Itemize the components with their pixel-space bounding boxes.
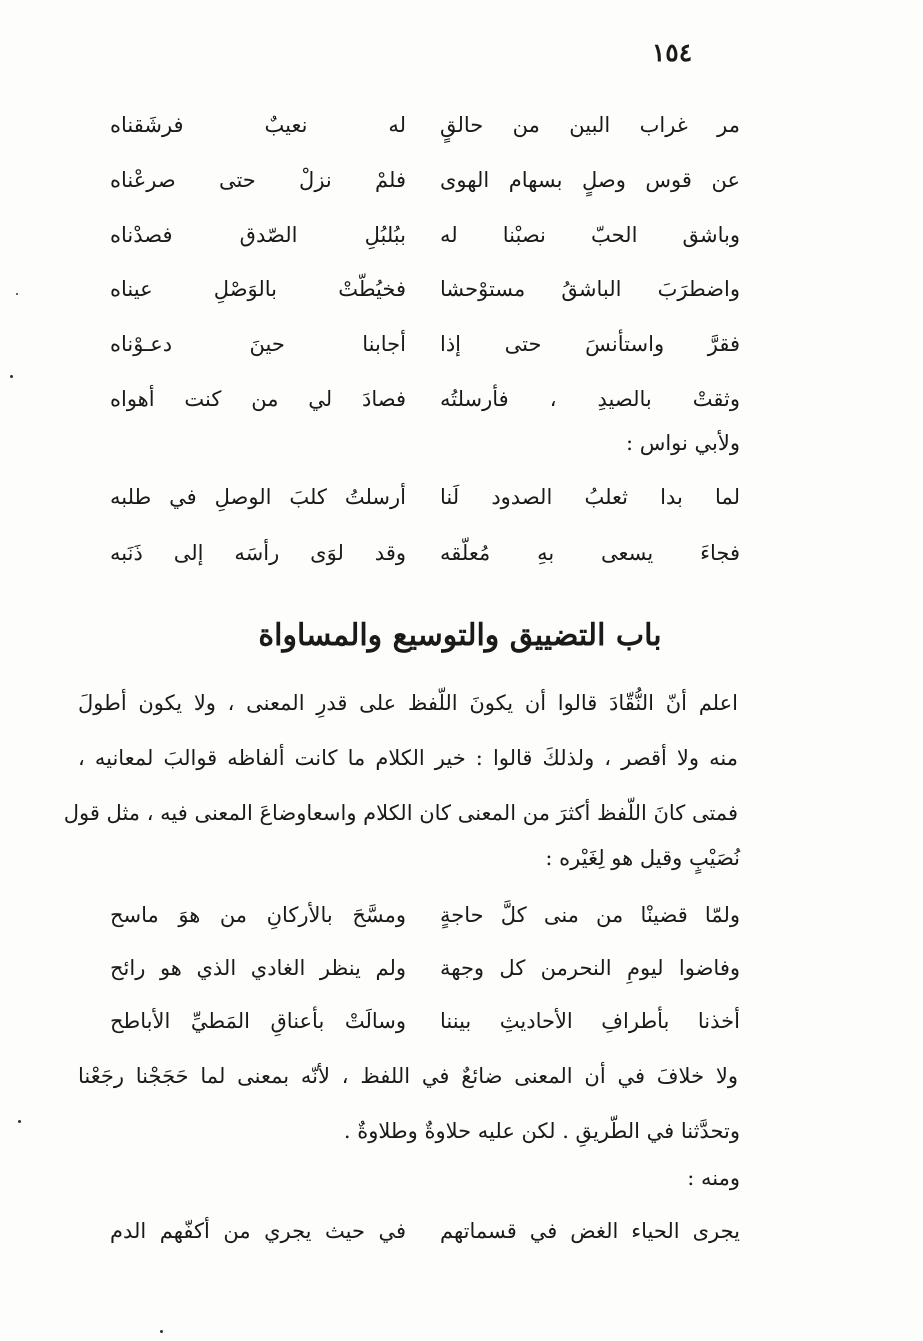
verse-line bbox=[110, 321, 740, 367]
verse-line bbox=[110, 376, 740, 422]
verse-first-hemistich: أخذنا بأطرافِ الأحاديثِ بيننا bbox=[440, 1009, 740, 1033]
verse-first-hemistich: واضطرَبَ الباشقُ مستوْحشا bbox=[440, 277, 740, 301]
paragraph-line: فمتى كانَ اللّفظ أكثرَ من المعنى كان الكلام واسعاوضاعَ المعنى فيه ، مثل قول bbox=[63, 801, 738, 825]
verse-second-hemistich: ولم ينظر الغادي الذي هو رائح bbox=[110, 956, 406, 980]
paragraph-line: وتحدَّثنا في الطّريقِ . لكن عليه حلاوةٌ وطلاوةٌ . bbox=[343, 1119, 740, 1143]
verse-line bbox=[110, 945, 740, 991]
verse-second-hemistich: في حيث يجري من أكفّهم الدم bbox=[110, 1219, 406, 1243]
section-title: باب التضييق والتوسيع والمساواة bbox=[258, 618, 662, 653]
verse-line bbox=[110, 102, 740, 148]
verse-first-hemistich: وباشق الحبّ نصبْنا له bbox=[440, 223, 740, 247]
verse-first-hemistich: يجرى الحياء الغض في قسماتهم bbox=[440, 1219, 740, 1243]
scan-speck bbox=[16, 293, 18, 295]
verse-second-hemistich: ببُلبُلِ الصّدق فصدْناه bbox=[110, 223, 406, 247]
paragraph-line: ولا خلافَ في أن المعنى ضائعٌ في اللفظ ، لأنّه بمعنى لما حَجَجْنا رجَعْنا bbox=[78, 1064, 738, 1088]
verse-first-hemistich: فقرَّ واستأنسَ حتى إذا bbox=[440, 332, 740, 356]
verse-second-hemistich: أجابنا حينَ دعـوْناه bbox=[110, 332, 406, 356]
verse-line bbox=[110, 212, 740, 258]
scan-speck bbox=[18, 1120, 21, 1123]
paragraph-line: منه ولا أقصر ، ولذلكَ قالوا : خير الكلام ما كانت ألفاظه قوالبَ لمعانيه ، bbox=[78, 746, 738, 770]
paragraph-line: اعلم أنّ النُّقّادَ قالوا أن يكونَ اللّفظ على قدرِ المعنى ، ولا يكون أطولَ bbox=[78, 691, 738, 715]
verse-line bbox=[110, 1208, 740, 1254]
verse-second-hemistich: وقد لوَى رأسَه إلى ذَنَبه bbox=[110, 541, 406, 565]
verse-first-hemistich: ولمّا قضينْا من منى كلَّ حاجةٍ bbox=[440, 903, 740, 927]
verse-second-hemistich: فخيُطّتْ بالوَصْلِ عيناه bbox=[110, 277, 406, 301]
poem-attribution: ومنه : bbox=[687, 1166, 740, 1190]
scan-speck bbox=[10, 375, 13, 378]
verse-first-hemistich: عن قوس وصلٍ بسهام الهوى bbox=[440, 168, 740, 192]
page-number: ١٥٤ bbox=[651, 38, 693, 67]
verse-line bbox=[110, 266, 740, 312]
verse-first-hemistich: وفاضوا ليومِ النحرمن كل وجهة bbox=[440, 956, 740, 980]
verse-first-hemistich: وثقتْ بالصيدِ ، فأرسلتُه bbox=[440, 387, 740, 411]
verse-second-hemistich: ومسَّحَ بالأركانِ من هوَ ماسح bbox=[110, 903, 406, 927]
verse-first-hemistich: فجاءَ يسعى بهِ مُعلّقه bbox=[440, 541, 740, 565]
paragraph-line: نُصَيْبٍ وقيل هو لِغَيْره : bbox=[545, 846, 740, 870]
verse-first-hemistich: مر غراب البين من حالقٍ bbox=[440, 113, 740, 137]
verse-line bbox=[110, 998, 740, 1044]
verse-second-hemistich: أرسلتُ كلبَ الوصلِ في طلبه bbox=[110, 485, 406, 509]
verse-first-hemistich: لما بدا ثعلبُ الصدود لَنا bbox=[440, 485, 740, 509]
verse-line bbox=[110, 157, 740, 203]
verse-second-hemistich: له نعيبٌ فرشَقناه bbox=[110, 113, 406, 137]
verse-line bbox=[110, 474, 740, 520]
verse-line bbox=[110, 530, 740, 576]
verse-line bbox=[110, 892, 740, 938]
poem-attribution: ولأبي نواس : bbox=[625, 431, 740, 455]
verse-second-hemistich: فلمْ نزلْ حتى صرعْناه bbox=[110, 168, 406, 192]
verse-second-hemistich: فصادَ لي من كنت أهواه bbox=[110, 387, 406, 411]
scan-speck bbox=[160, 1330, 163, 1333]
verse-second-hemistich: وسالَتْ بأعناقِ المَطيِّ الأباطح bbox=[110, 1009, 406, 1033]
